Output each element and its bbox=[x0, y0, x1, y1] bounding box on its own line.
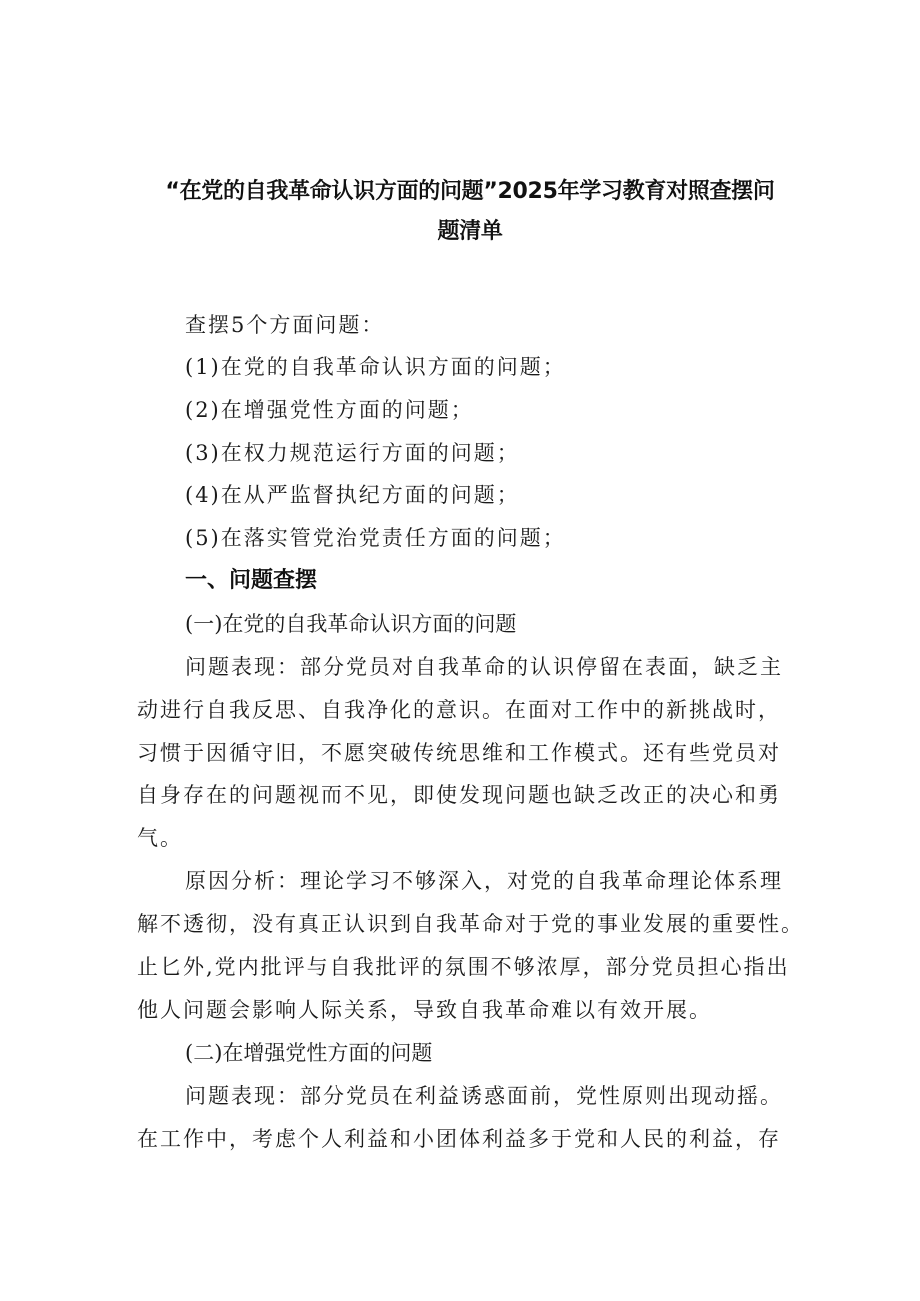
title-line-2: 题清单 bbox=[437, 219, 503, 244]
paragraph-line: 他人问题会影响人际关系，导致自我革命难以有效开展。 bbox=[137, 998, 712, 1022]
paragraph-line: 在工作中，考虑个人利益和小团体利益多于党和人民的利益，存 bbox=[137, 1127, 781, 1151]
paragraph-line: 习惯于因循守旧，不愿突破传统思维和工作模式。还有些党员对 bbox=[137, 741, 781, 765]
paragraph-line: 自身存在的问题视而不见，即使发现问题也缺乏改正的决心和勇 bbox=[137, 783, 781, 807]
paragraph-line: 解不透彻，没有真正认识到自我革命对于党的事业发展的重要性。 bbox=[137, 912, 804, 936]
list-item-5: (5)在落实管党治党责任方面的问题； bbox=[185, 526, 566, 550]
list-item-1: (1)在党的自我革命认识方面的问题； bbox=[185, 355, 566, 379]
intro-text: 查摆5个方面问题： bbox=[185, 313, 385, 337]
title-line-1: “在党的自我革命认识方面的问题”2025年学习教育对照查摆问 bbox=[165, 179, 775, 204]
subsection-1-heading: (一)在党的自我革命认识方面的问题 bbox=[185, 612, 517, 636]
subsection-2-heading: (二)在增强党性方面的问题 bbox=[185, 1041, 433, 1065]
list-item-3: (3)在权力规范运行方面的问题； bbox=[185, 441, 520, 465]
list-item-2: (2)在增强党性方面的问题； bbox=[185, 398, 474, 422]
document-title bbox=[150, 172, 790, 252]
list-item-4: (4)在从严监督执纪方面的问题； bbox=[185, 483, 520, 507]
paragraph-line: 问题表现：部分党员对自我革命的认识停留在表面，缺乏主 bbox=[185, 655, 783, 679]
paragraph-line: 气。 bbox=[137, 826, 183, 850]
section-heading: 一、问题查摆 bbox=[185, 568, 318, 593]
paragraph-line: 动进行自我反思、自我净化的意识。在面对工作中的新挑战时， bbox=[137, 698, 781, 722]
paragraph-line: 止匕外,党内批评与自我批评的氛围不够浓厚，部分党员担心指出 bbox=[137, 955, 790, 979]
paragraph-line: 问题表现：部分党员在利益诱惑面前，党性原则出现动摇。 bbox=[185, 1084, 783, 1108]
paragraph-line: 原因分析：理论学习不够深入，对党的自我革命理论体系理 bbox=[185, 869, 783, 893]
